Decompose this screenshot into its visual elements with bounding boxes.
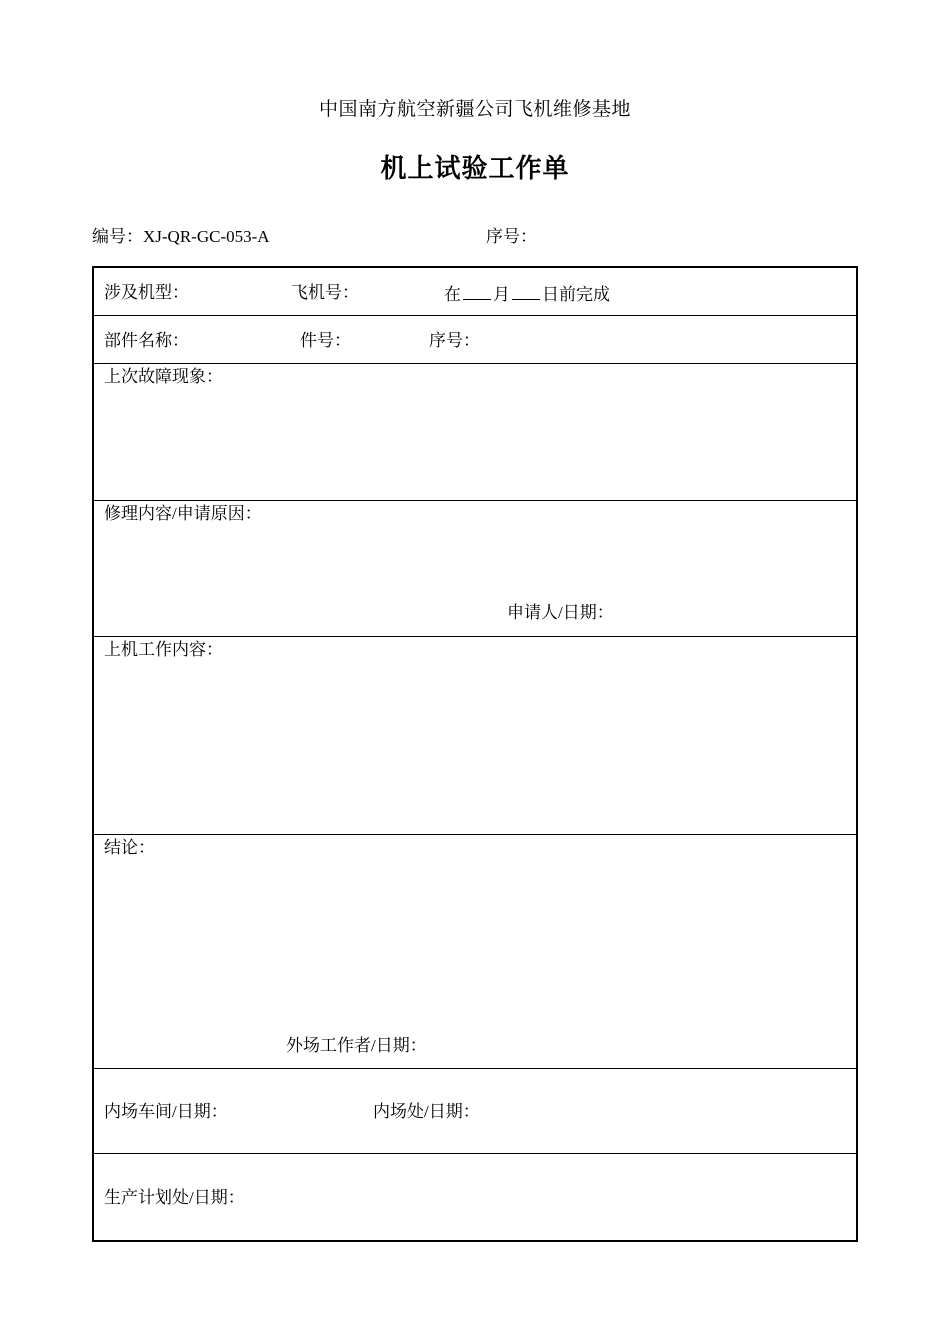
doc-number-label: 编号： <box>92 227 143 246</box>
deadline-prefix: 在 <box>444 285 461 304</box>
part-number-label: 件号： <box>300 331 351 350</box>
aircraft-type-label: 涉及机型： <box>104 283 189 302</box>
row-planning-signoff <box>94 1153 856 1241</box>
field-worker-date-label: 外场工作者/日期： <box>286 1036 427 1055</box>
applicant-date-label: 申请人/日期： <box>507 603 614 622</box>
doc-number-value: XJ-QR-GC-053-A <box>143 227 270 246</box>
row-aircraft-info <box>94 268 856 315</box>
row-conclusion <box>94 834 856 1068</box>
deadline-suffix: 日前完成 <box>542 285 610 304</box>
doc-number <box>92 222 270 247</box>
month-blank[interactable] <box>463 283 491 300</box>
row-part-info <box>94 315 856 363</box>
deadline-month: 月 <box>493 285 510 304</box>
serial-number <box>486 222 537 247</box>
day-blank[interactable] <box>512 283 540 300</box>
workshop-date-label: 内场车间/日期： <box>104 1102 228 1121</box>
document-title: 机上试验工作单 <box>380 154 570 184</box>
serial-number-label: 序号： <box>486 227 537 246</box>
row-onboard-work <box>94 636 856 834</box>
inshop-dept-date-label: 内场处/日期： <box>373 1102 480 1121</box>
row-repair-reason <box>94 500 856 636</box>
part-serial-label: 序号： <box>429 331 480 350</box>
row-last-fault <box>94 363 856 500</box>
part-name-label: 部件名称： <box>104 331 189 350</box>
work-order-form <box>92 266 858 1242</box>
organization-title: 中国南方航空新疆公司飞机维修基地 <box>318 98 631 120</box>
conclusion-label: 结论： <box>104 838 155 857</box>
last-fault-label: 上次故障现象： <box>104 367 223 386</box>
aircraft-number-label: 飞机号： <box>291 283 359 302</box>
repair-reason-label: 修理内容/申请原因： <box>104 504 262 523</box>
row-workshop-signoff <box>94 1068 856 1153</box>
planning-date-label: 生产计划处/日期： <box>104 1188 245 1207</box>
deadline <box>444 283 610 305</box>
onboard-work-label: 上机工作内容： <box>104 640 223 659</box>
